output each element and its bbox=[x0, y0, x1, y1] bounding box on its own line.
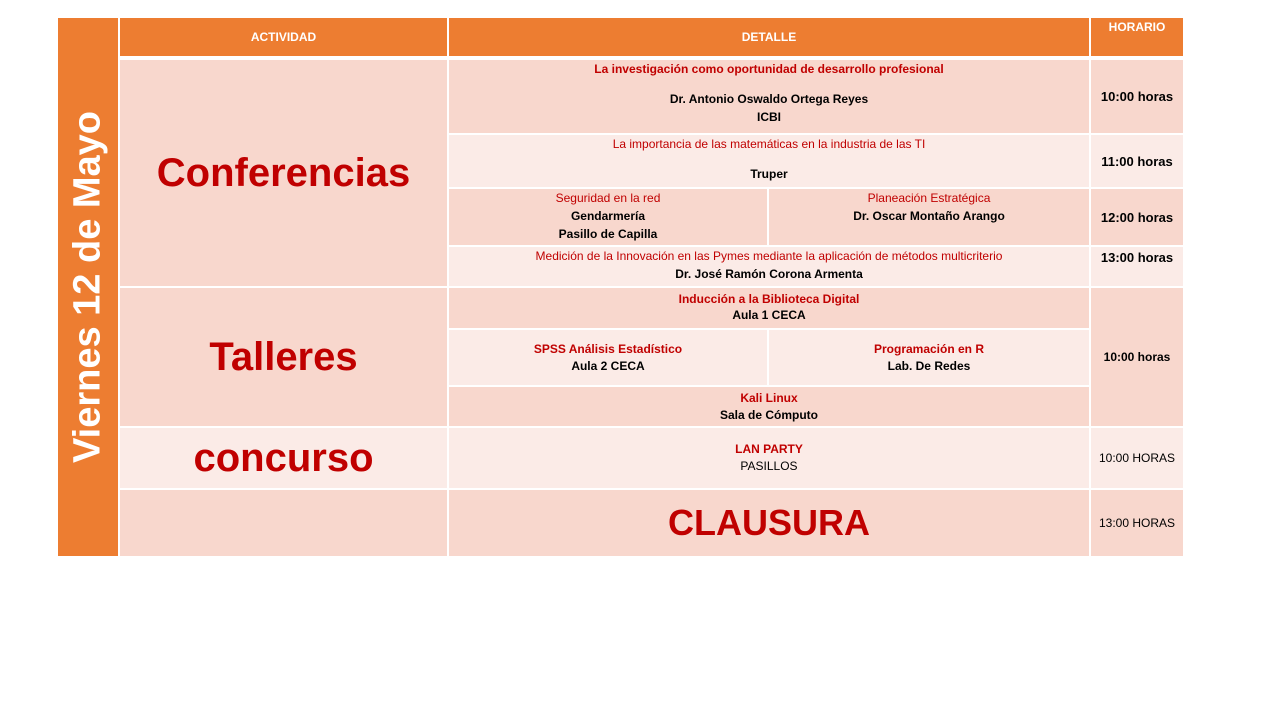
conf-2-title: La importancia de las matemáticas en la industria de las TI bbox=[612, 137, 926, 151]
concurso-time: 10:00 HORAS bbox=[1091, 428, 1183, 488]
header-actividad: ACTIVIDAD bbox=[120, 18, 447, 56]
taller-2a-place: Aula 2 CECA bbox=[571, 358, 645, 373]
conf-2-time: 11:00 horas bbox=[1091, 135, 1183, 187]
concurso-detail bbox=[449, 428, 1089, 488]
conf-3-time: 12:00 horas bbox=[1091, 189, 1183, 245]
activity-talleres: Talleres bbox=[120, 288, 447, 426]
day-label: Viernes 12 de Mayo bbox=[66, 110, 109, 464]
conf-1-speaker: Dr. Antonio Oswaldo Ortega Reyes bbox=[669, 92, 869, 106]
taller-2b-title: Programación en R bbox=[873, 341, 985, 356]
conf-4-title: Medición de la Innovación en las Pymes mediante la aplicación de métodos multicriterio bbox=[535, 249, 1003, 263]
taller-2b-place: Lab. De Redes bbox=[887, 358, 971, 373]
activity-conferencias: Conferencias bbox=[120, 60, 447, 286]
conf-1-title: La investigación como oportunidad de desarrollo profesional bbox=[594, 62, 944, 76]
day-band bbox=[58, 18, 118, 556]
activity-concurso: concurso bbox=[120, 428, 447, 488]
conf-2 bbox=[449, 135, 1089, 187]
header-detalle: DETALLE bbox=[449, 18, 1089, 56]
conf-1 bbox=[449, 60, 1089, 133]
taller-3-place: Sala de Cómputo bbox=[719, 407, 818, 422]
clausura-title: CLAUSURA bbox=[449, 490, 1089, 556]
activity-clausura-empty bbox=[120, 490, 447, 556]
taller-3-title: Kali Linux bbox=[740, 390, 798, 405]
conf-4-time: 13:00 horas bbox=[1091, 247, 1183, 267]
conf-4-speaker: Dr. José Ramón Corona Armenta bbox=[675, 267, 863, 281]
conf-2-speaker: Truper bbox=[750, 167, 788, 181]
talleres-time: 10:00 horas bbox=[1091, 288, 1183, 426]
taller-2a bbox=[449, 330, 767, 385]
taller-3 bbox=[449, 387, 1089, 426]
conf-1-org: ICBI bbox=[757, 110, 781, 124]
conf-3a-speaker: Gendarmería bbox=[570, 209, 646, 223]
conf-3a-place: Pasillo de Capilla bbox=[558, 227, 658, 241]
concurso-place: PASILLOS bbox=[740, 459, 798, 473]
taller-2b bbox=[769, 330, 1089, 385]
conf-3b-speaker: Dr. Oscar Montaño Arango bbox=[853, 209, 1005, 223]
taller-1 bbox=[449, 288, 1089, 328]
header-horario: HORARIO bbox=[1091, 18, 1183, 56]
taller-1-place: Aula 1 CECA bbox=[732, 308, 806, 322]
taller-2a-title: SPSS Análisis Estadístico bbox=[533, 341, 683, 356]
conf-3a-title: Seguridad en la red bbox=[555, 191, 661, 205]
concurso-title: LAN PARTY bbox=[735, 442, 803, 456]
conf-3b-title: Planeación Estratégica bbox=[867, 191, 991, 205]
clausura-time: 13:00 HORAS bbox=[1091, 490, 1183, 556]
conf-4-time-filler bbox=[1091, 267, 1183, 286]
taller-1-title: Inducción a la Biblioteca Digital bbox=[678, 292, 860, 306]
conf-4 bbox=[449, 247, 1089, 286]
conf-1-time: 10:00 horas bbox=[1091, 60, 1183, 133]
conf-3a bbox=[449, 189, 767, 245]
conf-3b bbox=[769, 189, 1089, 245]
